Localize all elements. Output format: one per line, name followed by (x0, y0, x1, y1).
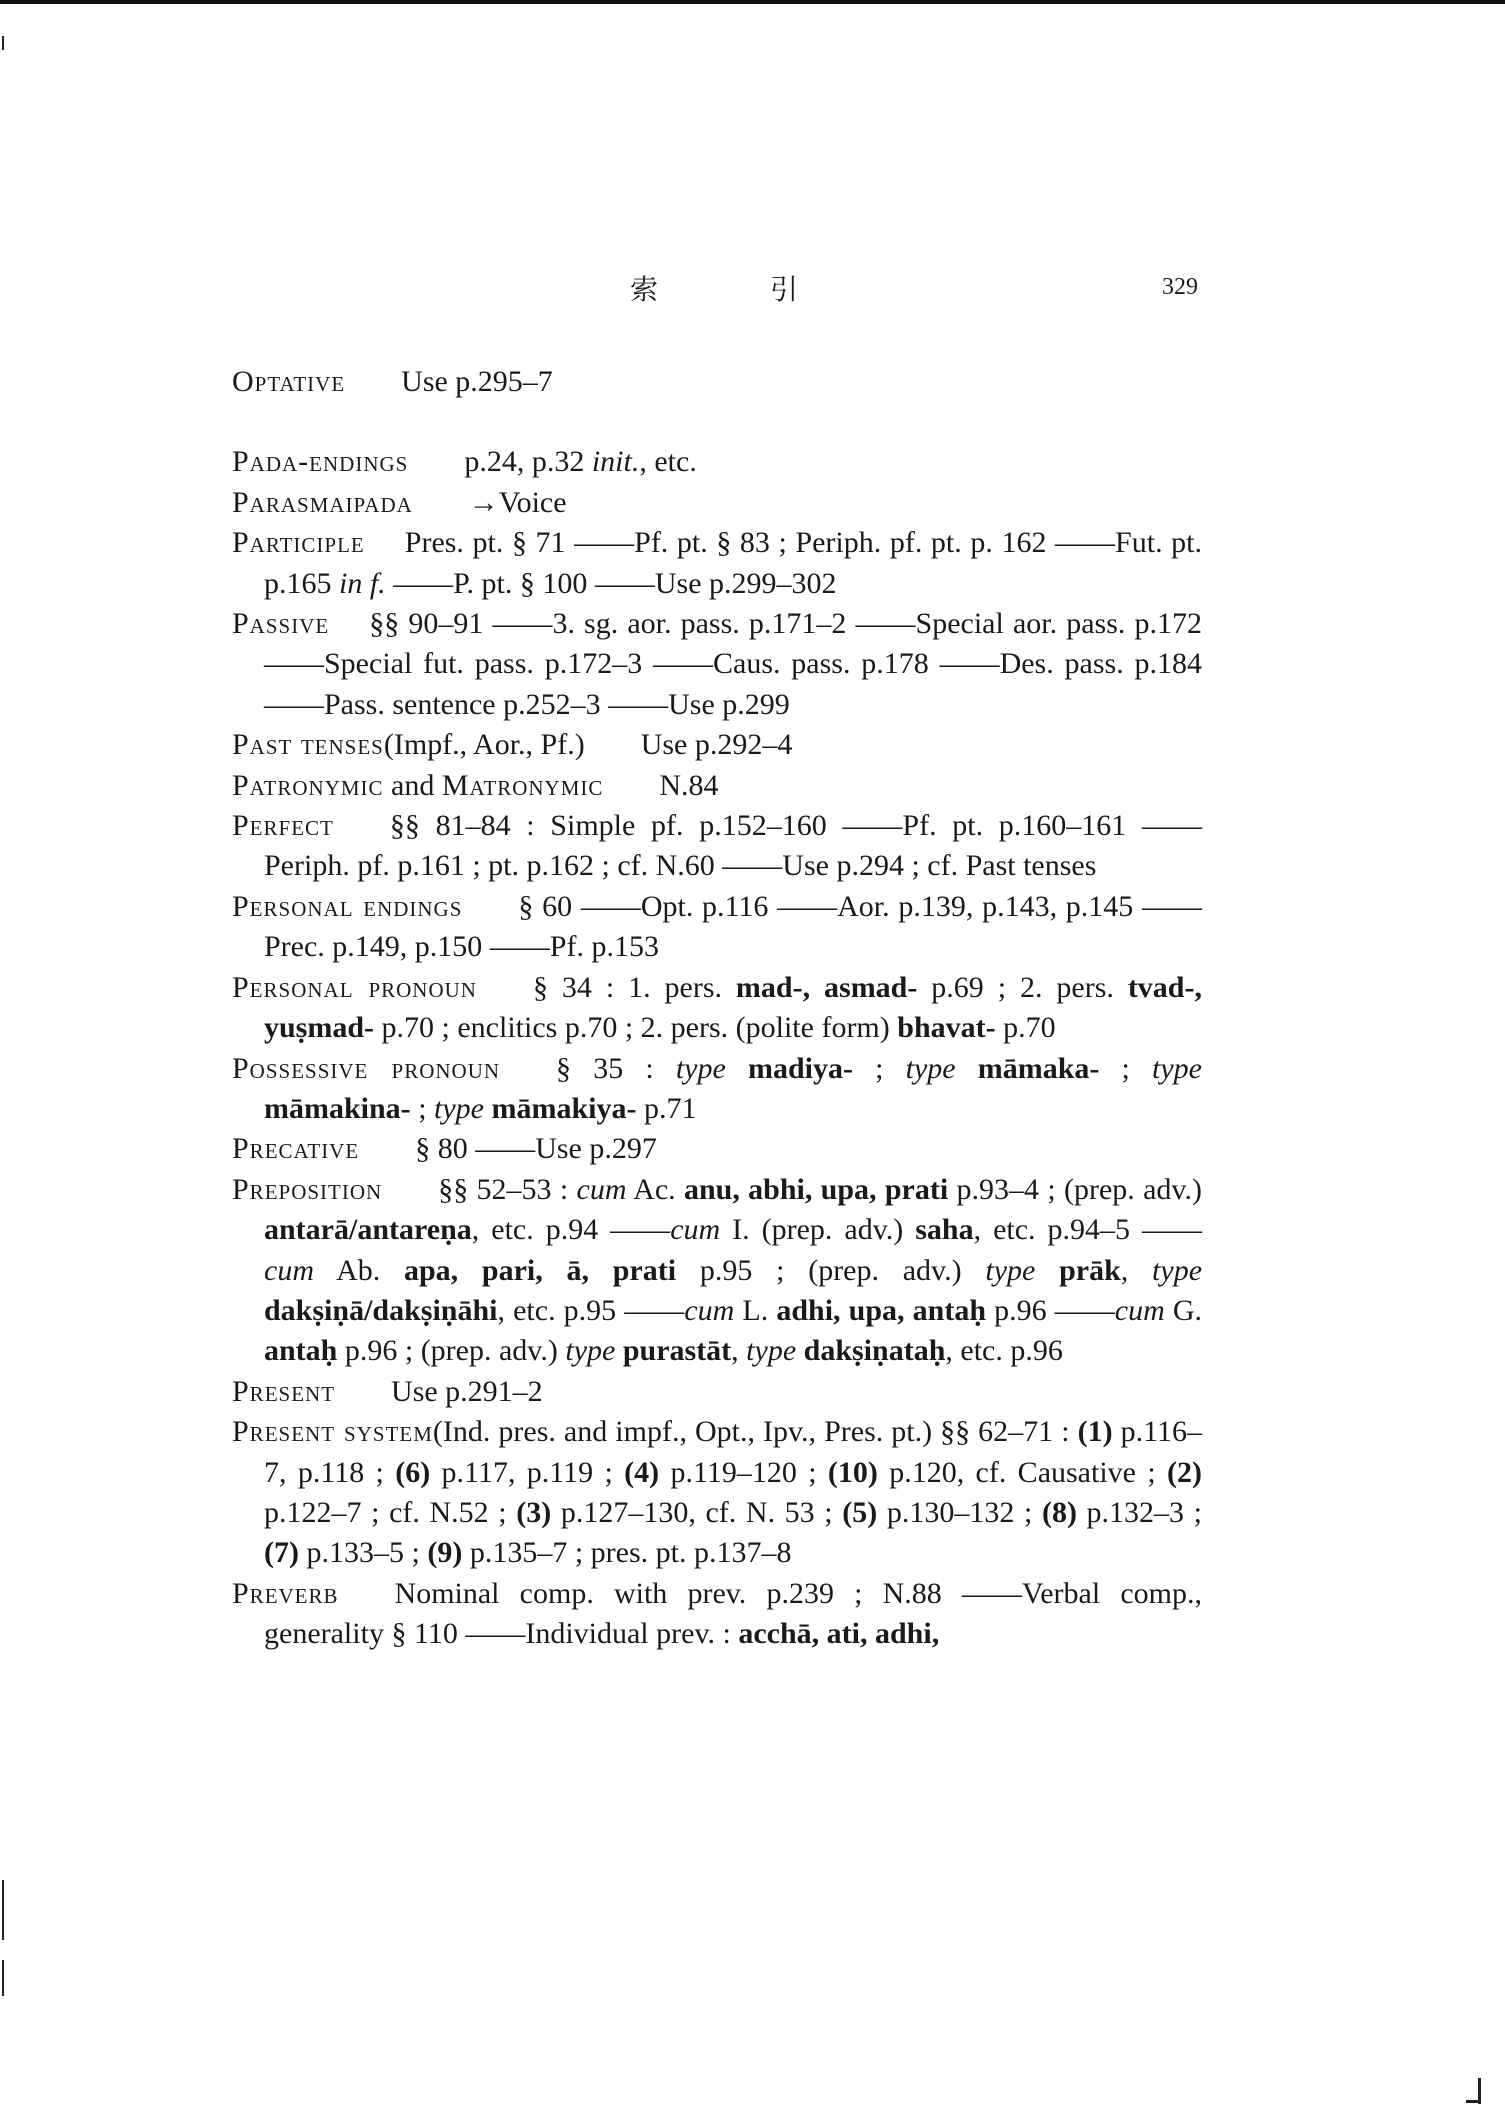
class-number: (9) (427, 1536, 463, 1570)
headword: Participle (232, 526, 365, 560)
entry-text: , etc. p.94 —— (471, 1213, 671, 1247)
entry-past-tenses (232, 725, 1202, 765)
entry-text-italic: in f. (339, 566, 386, 600)
class-number: (8) (1041, 1495, 1077, 1529)
margin-mark (2, 36, 4, 50)
entry-text-italic: type (565, 1334, 616, 1368)
class-number: (4) (624, 1455, 660, 1489)
headword: Perfect (232, 809, 334, 843)
entry-text-italic: cum (264, 1253, 314, 1287)
entry-text: ; (1099, 1051, 1153, 1085)
entry-text-italic: type (1152, 1051, 1202, 1085)
entry-text: p.130–132 ; (877, 1495, 1042, 1529)
class-number: (3) (516, 1495, 552, 1529)
entry-text: p.93–4 ; (prep. adv.) (948, 1172, 1202, 1206)
entry-present (232, 1372, 1202, 1412)
entry-text: p.96 —— (986, 1293, 1115, 1327)
entry-text-bold: antarā/antareṇa (264, 1213, 472, 1247)
entry-text: , etc. p.96 (945, 1334, 1063, 1368)
page-number: 329 (1162, 274, 1198, 300)
entry-text: (Impf., Aor., Pf.) (383, 728, 585, 762)
entry-text: p.95 ; (prep. adv.) (676, 1253, 986, 1287)
entry-text: →Voice (468, 485, 567, 519)
entry-optative (232, 362, 1202, 402)
headword: Past tenses (232, 728, 384, 762)
entry-text: p.127–130, cf. N. 53 ; (551, 1495, 843, 1529)
entry-text-italic: cum (1114, 1293, 1165, 1327)
headword: Personal pronoun (232, 970, 477, 1004)
headword: Present system (232, 1415, 433, 1449)
entry-precative (232, 1129, 1202, 1169)
headword: Preverb (232, 1576, 339, 1610)
headword: Parasmaipada (232, 485, 413, 519)
entry-text-bold: purastāt (622, 1334, 732, 1368)
entry-possessive-pronoun (232, 1049, 1202, 1130)
header-left: 索 (630, 275, 659, 306)
entry-text: Ab. (313, 1253, 404, 1287)
entry-text-bold: dakṣiṇataḥ (803, 1334, 946, 1368)
entry-preposition (232, 1170, 1202, 1372)
entry-text-bold: māmaka- (977, 1051, 1100, 1085)
entry-text-bold: prāk (1059, 1253, 1121, 1287)
entry-text: I. (prep. adv.) (720, 1213, 916, 1247)
entry-text: Ac. (626, 1172, 684, 1206)
entry-text-italic: type (746, 1334, 797, 1368)
entry-text: , etc. (639, 445, 697, 479)
entry-text-bold: tvad-, yuṣmad- (264, 970, 1202, 1045)
headword: Precative (232, 1132, 360, 1166)
entry-text: Nominal comp. with prev. p.239 ; N.88 ——Verbal comp., generality § 110 ——Individual prev. : (264, 1576, 1202, 1651)
entry-pada-endings (232, 442, 1202, 482)
entry-text: L. (734, 1293, 777, 1327)
entry-text: p.116–7, p.118 ; (264, 1415, 1202, 1489)
entry-text: p.70 ; enclitics p.70 ; 2. pers. (polite form) (374, 1011, 898, 1045)
entry-text-bold: māmakina- (264, 1091, 411, 1125)
class-number: (10) (827, 1455, 878, 1489)
margin-mark (2, 1880, 4, 1940)
entry-text-italic: cum (670, 1213, 721, 1247)
entry-text: ; (410, 1091, 435, 1125)
headword: Optative (232, 365, 346, 398)
class-number: (5) (842, 1495, 878, 1529)
entry-text: p.71 (636, 1091, 697, 1125)
entry-text-italic: type (1152, 1253, 1203, 1287)
margin-mark (1466, 2100, 1481, 2103)
entry-text: p.24, p.32 (464, 445, 592, 479)
headword: Matronymic (441, 768, 604, 802)
class-number: (7) (264, 1536, 299, 1570)
entry-text: § 60 ——Opt. p.116 ——Aor. p.139, p.143, p.145 ——Prec. p.149, p.150 ——Pf. p.153 (264, 889, 1203, 964)
entry-text-bold: antaḥ (264, 1334, 338, 1368)
entry-text-bold: māmakiya- (491, 1091, 637, 1125)
entry-text-bold: acchā, ati, adhi, (738, 1617, 940, 1651)
headword: Patronymic (232, 768, 384, 802)
entry-parasmaipada (232, 483, 1202, 523)
entry-text-italic: type (905, 1051, 956, 1085)
margin-mark (2, 1960, 4, 1996)
entry-text: p.70 (995, 1011, 1056, 1045)
entry-text-italic: type (985, 1253, 1036, 1287)
headword: Possessive pronoun (232, 1051, 501, 1085)
entry-text: ——P. pt. § 100 ——Use p.299–302 (385, 566, 837, 600)
entry-text-bold: mad-, asmad- (735, 970, 918, 1004)
entry-text: , etc. p.94–5 —— (973, 1213, 1202, 1247)
class-number: (6) (395, 1455, 431, 1489)
entry-text: §§ 90–91 ——3. sg. aor. pass. p.171–2 ——Special aor. pass. p.172 ——Special fut. pass. p.172–3 ——Caus. pass. p.178 ——Des. pass. p.184 ——Pass. sentence p.252–3 ——Use p.299 (264, 607, 1202, 721)
entry-text-bold: bhavat- (897, 1011, 996, 1045)
headword: Present (232, 1374, 336, 1408)
entry-text-italic: cum (684, 1293, 735, 1327)
entry-text: p.120, cf. Causative ; (877, 1455, 1167, 1489)
entry-text: , (731, 1334, 747, 1368)
entry-text: , etc. p.95 —— (497, 1293, 685, 1327)
entry-text: § 80 ——Use p.297 (415, 1132, 657, 1166)
entry-participle (232, 523, 1202, 604)
entry-text: p.135–7 ; pres. pt. p.137–8 (462, 1536, 792, 1570)
entry-text: (Ind. pres. and impf., Opt., Ipv., Pres. pt.) §§ 62–71 : (432, 1415, 1078, 1449)
entry-text-bold: anu, abhi, upa, prati (683, 1172, 949, 1206)
entry-text: p.117, p.119 ; (430, 1455, 625, 1489)
entry-text: p.133–5 ; (298, 1536, 428, 1570)
header-right: 引 (770, 275, 799, 306)
entry-text: ; (852, 1051, 906, 1085)
index-body (232, 362, 1202, 1655)
entry-text-bold: adhi, upa, antaḥ (776, 1293, 987, 1327)
entry-text: p.96 ; (prep. adv.) (337, 1334, 566, 1368)
class-number: (2) (1167, 1455, 1202, 1489)
entry-text: p.122–7 ; cf. N.52 ; (264, 1495, 517, 1529)
entry-text-italic: type (675, 1051, 726, 1085)
entry-text-italic: type (434, 1091, 484, 1125)
entry-text: Pres. pt. § 71 ——Pf. pt. § 83 ; Periph. pf. pt. p. 162 ——Fut. pt. p.165 (264, 526, 1202, 600)
entry-text-bold: madiya- (747, 1051, 853, 1085)
entry-text: Use p.295–7 (401, 365, 553, 398)
entry-patronymic (232, 766, 1202, 806)
entry-text-italic: cum (576, 1172, 627, 1206)
entry-text: Use p.292–4 (640, 728, 793, 762)
entry-text-bold: dakṣiṇā/dakṣiṇāhi (264, 1293, 498, 1327)
headword: Pada-endings (232, 445, 409, 479)
entry-text: , (1120, 1253, 1153, 1287)
entry-present-system (232, 1412, 1202, 1574)
entry-text: p.69 ; 2. pers. (917, 970, 1128, 1004)
entry-personal-pronoun (232, 968, 1202, 1049)
entry-preverb (232, 1574, 1202, 1655)
entry-text-bold: apa, pari, ā, prati (404, 1253, 677, 1287)
entry-text: §§ 52–53 : (438, 1172, 577, 1206)
entry-passive (232, 604, 1202, 725)
top-rule (0, 0, 1505, 4)
entry-perfect (232, 806, 1202, 887)
entry-text: N.84 (659, 768, 719, 802)
class-number: (1) (1077, 1415, 1113, 1449)
entry-text: § 34 : 1. pers. (532, 970, 736, 1004)
entry-text: Use p.291–2 (391, 1374, 543, 1408)
entry-text: § 35 : (556, 1051, 676, 1085)
entry-text: and (383, 768, 442, 802)
entry-text-italic: init. (591, 445, 640, 479)
entry-text-bold: saha (915, 1213, 974, 1247)
entry-text: G. (1164, 1293, 1203, 1327)
entry-text: §§ 81–84 : Simple pf. p.152–160 ——Pf. pt. p.160–161 ——Periph. pf. p.161 ; pt. p.162 ; cf. N.60 ——Use p.294 ; cf. Past tenses (264, 809, 1202, 883)
entry-text: p.119–120 ; (659, 1455, 828, 1489)
entry-personal-endings (232, 887, 1202, 968)
headword: Personal endings (232, 889, 463, 923)
entry-text: p.132–3 ; (1076, 1495, 1203, 1529)
running-header (0, 268, 1505, 308)
headword: Passive (232, 607, 330, 641)
headword: Preposition (232, 1172, 383, 1206)
